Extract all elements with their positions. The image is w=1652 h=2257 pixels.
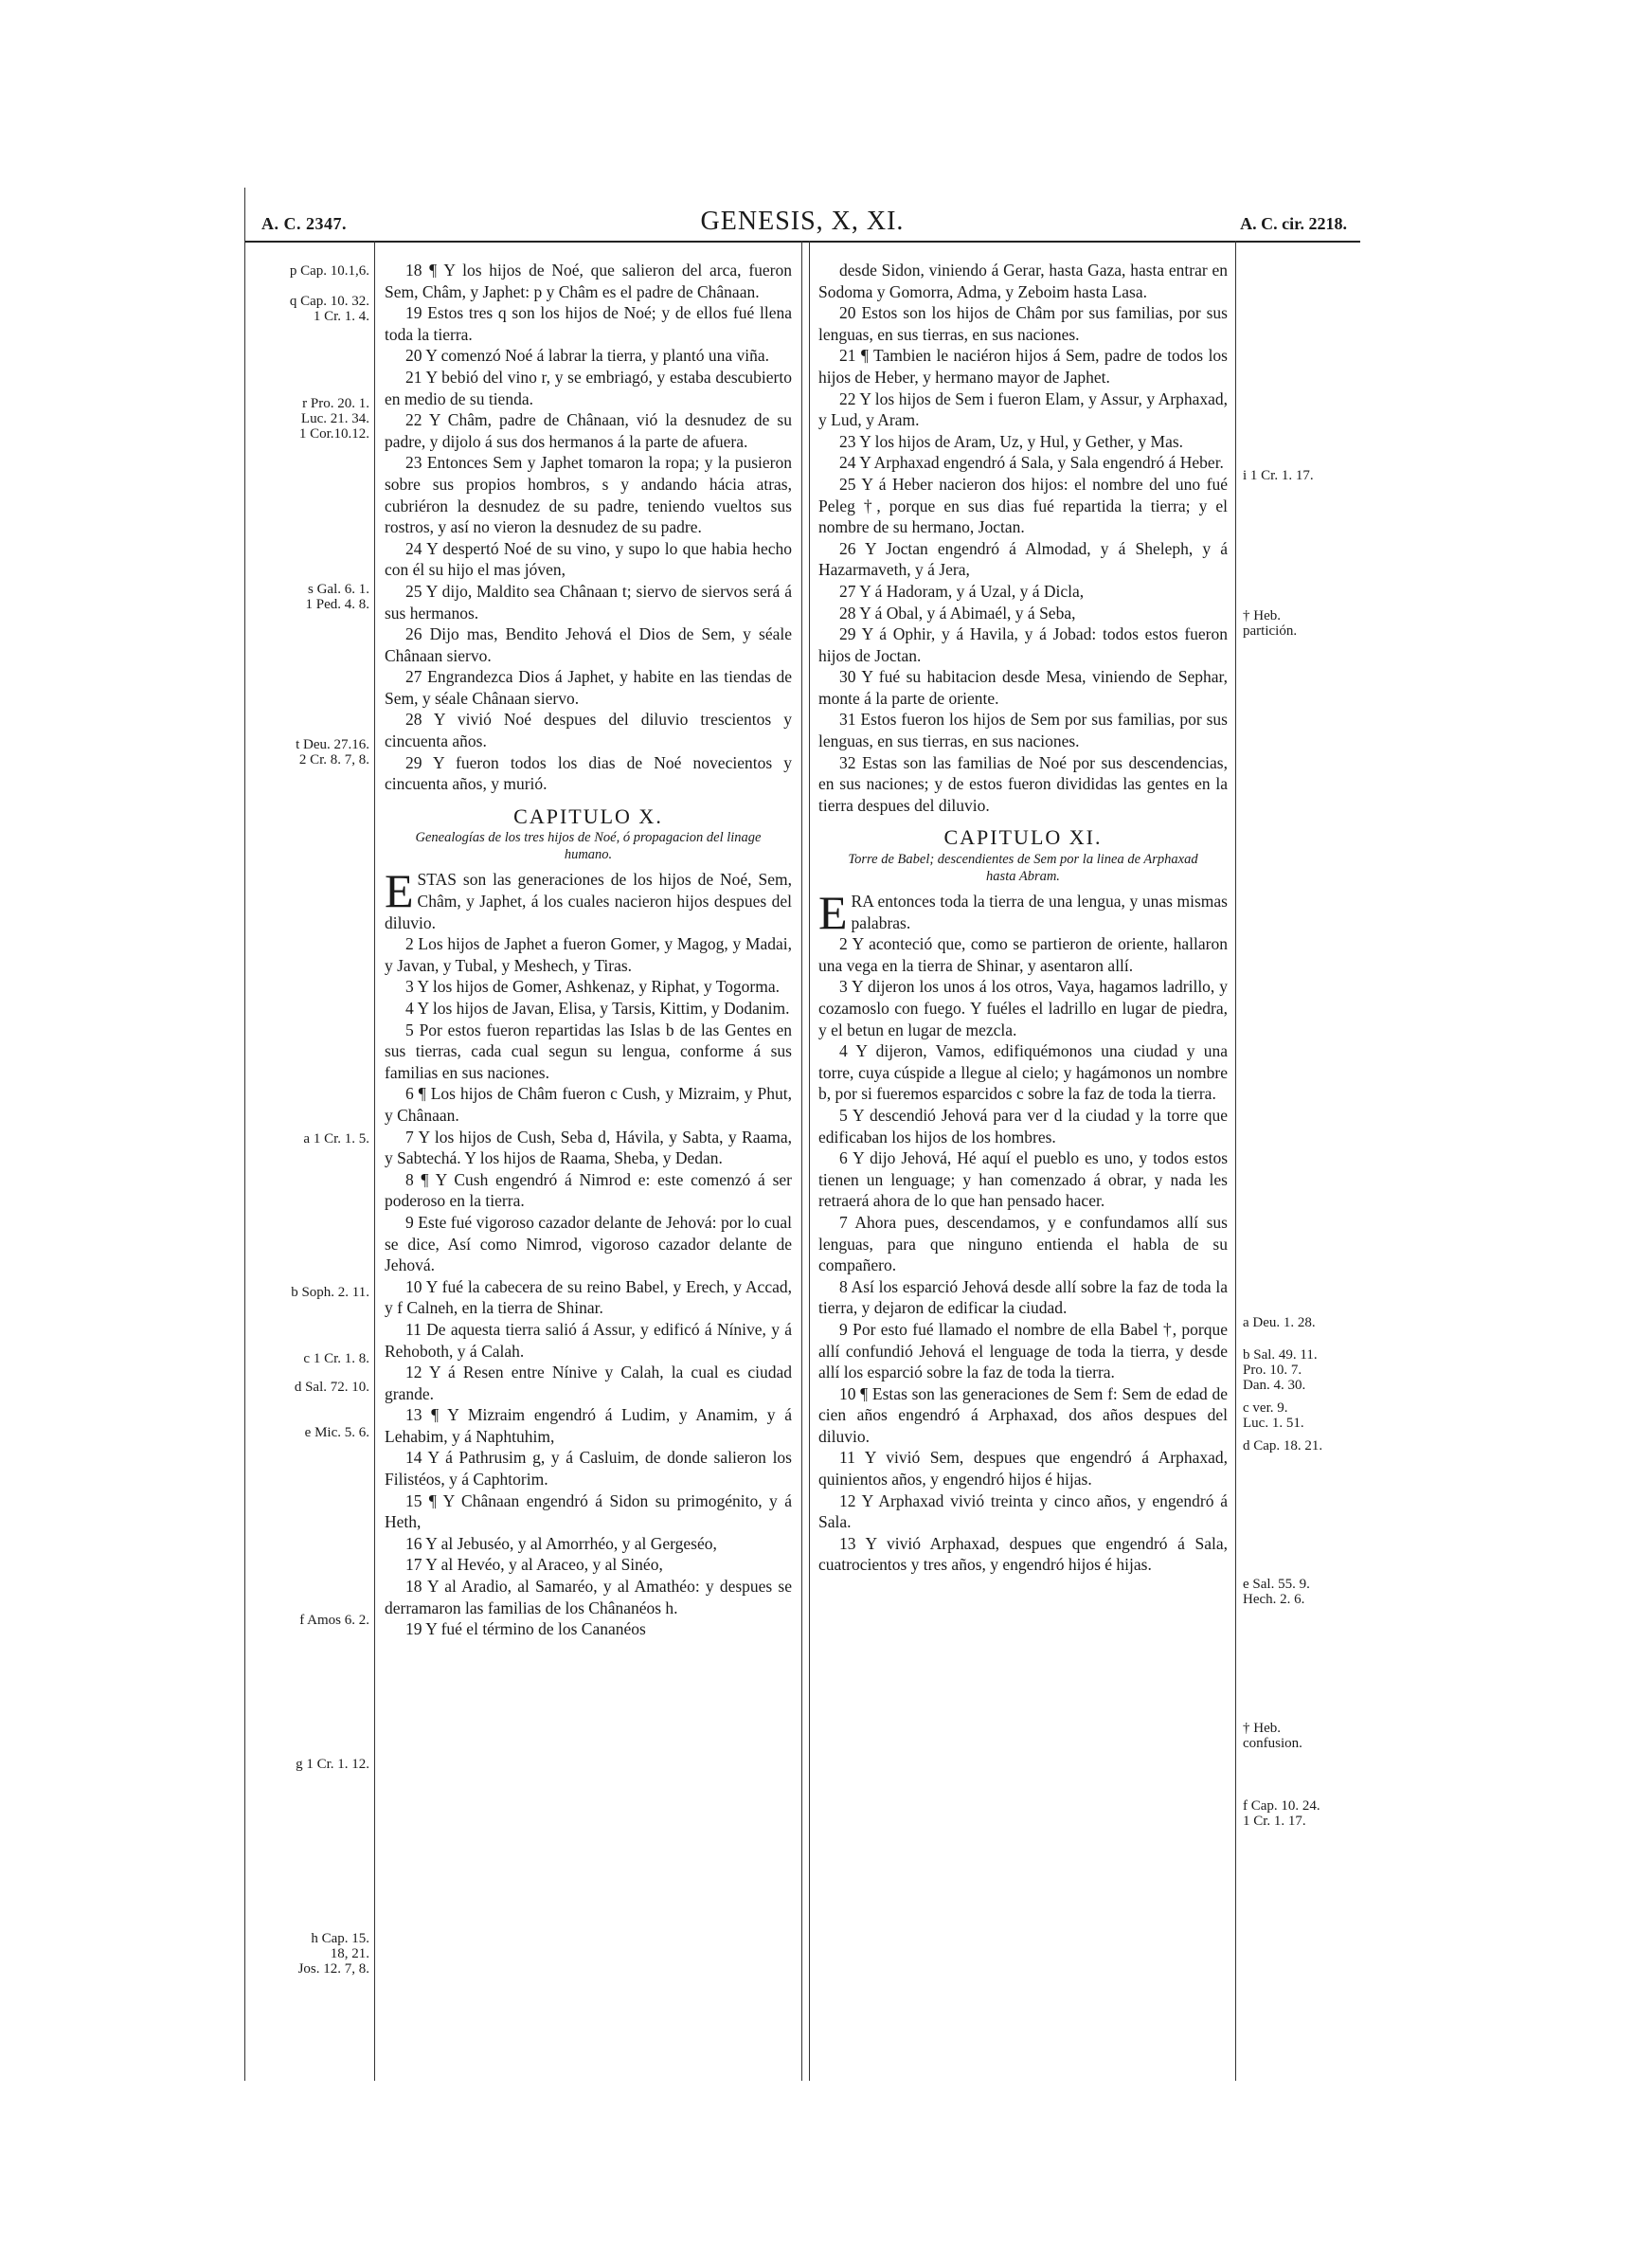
verse-paragraph: 18 Y al Aradio, al Samaréo, y al Amathéo: y despues se derramaron las familias de los Chânanéos h. [385,1577,792,1617]
margin-reference: b Sal. 49. 11. Pro. 10. 7. Dan. 4. 30. [1243,1347,1318,1393]
verse-text: RA entonces toda la tierra de una lengua, y unas mismas palabras. [851,892,1228,932]
drop-cap: E [385,864,414,918]
margin-reference: s Gal. 6. 1. 1 Ped. 4. 8. [305,582,369,612]
verse-paragraph: 7 Ahora pues, descendamos, y e confundamos allí sus lenguas, para que ninguno entienda el habla de su compañero. [818,1212,1228,1275]
column-rule [801,241,802,2081]
chapter-x-continued-verses [818,260,1228,816]
verse-paragraph: 29 Y á Ophir, y á Havila, y á Jobad: todos estos fueron hijos de Joctan. [818,624,1228,665]
verse-paragraph: 12 Y á Resen entre Nínive y Calah, la cual es ciudad grande. [385,1363,792,1403]
verse-paragraph: 32 Estas son las familias de Noé por sus descendencias, en sus naciones; y de estos fueron divididas las gentes en la tierra despues del diluvio. [818,752,1228,815]
verse-paragraph: 4 Y los hijos de Javan, Elisa, y Tarsis, Kittim, y Dodanim. [405,999,790,1018]
verse-paragraph: 24 Y Arphaxad engendró á Sala, y Sala engendró á Heber. [839,453,1224,473]
margin-reference: r Pro. 20. 1. Luc. 21. 34. 1 Cor.10.12. [298,396,369,442]
page-border-left [244,188,245,2081]
chapter-xi-summary: Torre de Babel; descendientes de Sem por la linea de Arphaxad hasta Abram. [848,852,1198,885]
chapter-9-verses [385,260,792,795]
verse-paragraph: 16 Y al Jebuséo, y al Amorrhéo, y al Gergeséo, [405,1533,717,1553]
chapter-x-summary: Genealogías de los tres hijos de Noé, ó propagacion del linage humano. [415,830,762,863]
margin-reference: t Deu. 27.16. 2 Cr. 8. 7, 8. [296,737,369,767]
header-left-date: A. C. 2347. [261,214,347,233]
verse-paragraph: 27 Engrandezca Dios á Japhet, y habite en las tiendas de Sem, y séale Chânaan siervo. [385,667,792,708]
verse-paragraph: 9 Este fué vigoroso cazador delante de Jehová: por lo cual se dice, Así como Nimrod, vigoroso cazador delante de Jehová. [385,1212,792,1275]
verse-paragraph: 30 Y fué su habitacion desde Mesa, viniendo de Sephar, monte á la parte de oriente. [818,667,1228,708]
verse-paragraph: 13 ¶ Y Mizraim engendró á Ludim, y Anamim, y á Lehabim, y á Naphtuhim, [385,1405,792,1446]
margin-reference: b Soph. 2. 11. [291,1285,369,1300]
verse-paragraph: 20 Estos son los hijos de Châm por sus familias, por sus lenguas, en sus tierras, en sus naciones. [818,303,1228,344]
page-header [244,188,1360,243]
margin-reference: c ver. 9. Luc. 1. 51. [1243,1400,1304,1431]
verse-paragraph: 8 ¶ Y Cush engendró á Nimrod e: este comenzó á ser poderoso en la tierra. [385,1169,792,1211]
verse-paragraph: 26 Y Joctan engendró á Almodad, y á Sheleph, y á Hazarmaveth, y á Jera, [818,538,1228,580]
verse-paragraph: 22 Y Châm, padre de Chânaan, vió la desnudez de su padre, y dijolo á sus dos hermanos á la parte de afuera. [385,410,792,451]
margin-reference: h Cap. 15. 18, 21. Jos. 12. 7, 8. [297,1931,369,1977]
verse-paragraph: 5 Y descendió Jehová para ver d la ciudad y la torre que edificaban los hijos de los hombres. [818,1105,1228,1147]
margin-reference: d Sal. 72. 10. [294,1380,369,1395]
margin-reference: f Cap. 10. 24. 1 Cr. 1. 17. [1243,1798,1320,1829]
margin-reference: † Heb. partición. [1243,608,1298,639]
right-text-column [818,260,1228,1576]
verse-paragraph: 11 De aquesta tierra salió á Assur, y edificó á Nínive, y á Rehoboth, y á Calah. [385,1319,792,1361]
chapter-x-verse-1 [385,864,792,933]
verse-paragraph: 28 Y á Obal, y á Abimaél, y á Seba, [839,603,1076,623]
verse-paragraph: 23 Y los hijos de Aram, Uz, y Hul, y Gether, y Mas. [839,431,1184,451]
verse-paragraph: 3 Y los hijos de Gomer, Ashkenaz, y Riphat, y Togorma. [405,977,781,997]
verse-paragraph: 21 Y bebió del vino r, y se embriagó, y estaba descubierto en medio de su tienda. [385,367,792,408]
verse-paragraph: 14 Y á Pathrusim g, y á Casluim, de donde salieron los Filistéos, y á Caphtorim. [385,1448,792,1490]
margin-reference: † Heb. confusion. [1243,1721,1302,1751]
header-right-date: A. C. cir. 2218. [1240,214,1347,233]
verse-text: STAS son las generaciones de los hijos de Noé, Sem, Châm, y Japhet, á los cuales nacieron hijos despues del diluvio. [385,870,792,932]
chapter-xi-verse-1 [818,886,1228,940]
verse-paragraph: 8 Así los esparció Jehová desde allí sobre la faz de toda la tierra, y dejaron de edificar la ciudad. [818,1276,1228,1318]
margin-reference: q Cap. 10. 32. 1 Cr. 1. 4. [289,294,369,324]
margin-reference: a 1 Cr. 1. 5. [303,1131,369,1147]
verse-paragraph: 9 Por esto fué llamado el nombre de ella Babel †, porque allí confundió Jehová el lenguage de toda la tierra, y desde allí los esparció sobre la faz de toda la tierra. [818,1319,1228,1382]
chapter-xi-title: CAPITULO XI. [943,825,1103,850]
column-rule [809,241,810,2081]
verse-paragraph: 31 Estos fueron los hijos de Sem por sus familias, por sus lenguas, en sus tierras, en sus naciones. [818,710,1228,751]
bible-page [244,188,1360,2081]
column-rule [1235,241,1236,2081]
verse-paragraph: 25 Y á Heber nacieron dos hijos: el nombre del uno fué Peleg †, porque en sus dias fué repartida la tierra; y el nombre de su hermano, Joctan. [818,474,1228,537]
chapter-x-title: CAPITULO X. [513,803,663,828]
verse-paragraph: 10 ¶ Estas son las generaciones de Sem f: Sem de edad de cien años engendró á Arphaxad, dos años despues del diluvio. [818,1383,1228,1446]
margin-reference: p Cap. 10.1,6. [289,263,369,279]
margin-reference: i 1 Cr. 1. 17. [1243,468,1314,483]
verse-paragraph: 20 Y comenzó Noé á labrar la tierra, y plantó una viña. [405,346,770,366]
header-book-title: GENESIS, X, XI. [700,207,905,236]
verse-paragraph: 15 ¶ Y Chânaan engendró á Sidon su primogénito, y á Heth, [385,1490,792,1532]
verse-paragraph: 4 Y dijeron, Vamos, edifiquémonos una ciudad y una torre, cuya cúspide a llegue al cielo; y hagámonos un nombre b, por si fueremos esparcidos c sobre la faz de toda la tierra. [818,1041,1228,1104]
verse-paragraph: 21 ¶ Tambien le naciéron hijos á Sem, padre de todos los hijos de Heber, y hermano mayor de Japhet. [818,346,1228,387]
margin-reference: f Amos 6. 2. [299,1613,369,1628]
margin-reference: e Sal. 55. 9. Hech. 2. 6. [1243,1577,1310,1607]
drop-cap: E [818,886,848,940]
verse-paragraph: 27 Y á Hadoram, y á Uzal, y á Dicla, [839,581,1085,601]
verse-paragraph: 10 Y fué la cabecera de su reino Babel, y Erech, y Accad, y f Calneh, en la tierra de Shinar. [385,1276,792,1318]
verse-paragraph: desde Sidon, viniendo á Gerar, hasta Gaza, hasta entrar en Sodoma y Gomorra, Adma, y Zeboim hasta Lasa. [818,261,1228,301]
column-rule [374,241,375,2081]
margin-reference: e Mic. 5. 6. [304,1425,369,1440]
verse-paragraph: 2 Y aconteció que, como se partieron de oriente, hallaron una vega en la tierra de Shinar, y asentaron allí. [818,934,1228,975]
verse-paragraph: 23 Entonces Sem y Japhet tomaron la ropa; y la pusieron sobre sus propios hombros, s y andando hácia atras, cubriéron la desnudez de su padre, teniendo vueltos sus rostros, y así no vieron la desnudez de su padre. [385,453,792,537]
left-text-column [385,260,792,1640]
verse-paragraph: 24 Y despertó Noé de su vino, y supo lo que habia hecho con él su hijo el mas jóven, [385,538,792,580]
verse-paragraph: 7 Y los hijos de Cush, Seba d, Hávila, y Sabta, y Raama, y Sabtechá. Y los hijos de Raama, Sheba, y Dedan. [385,1127,792,1168]
verse-paragraph: 13 Y vivió Arphaxad, despues que engendró á Sala, cuatrocientos y tres años, y engendró hijos é hijas. [818,1533,1228,1575]
margin-reference: c 1 Cr. 1. 8. [303,1351,369,1366]
verse-paragraph: 3 Y dijeron los unos á los otros, Vaya, hagamos ladrillo, y cozamoslo con fuego. Y fuéles el ladrillo en lugar de piedra, y el betun en lugar de mezcla. [818,977,1228,1039]
margin-reference: d Cap. 18. 21. [1243,1438,1323,1454]
chapter-xi-verses [818,933,1228,1576]
margin-reference: g 1 Cr. 1. 12. [296,1757,369,1772]
verse-paragraph: 28 Y vivió Noé despues del diluvio trescientos y cincuenta años. [385,710,792,751]
verse-paragraph: 17 Y al Hevéo, y al Araceo, y al Sinéo, [405,1555,663,1575]
verse-paragraph: 11 Y vivió Sem, despues que engendró á Arphaxad, quinientos años, y engendró hijos é hijas. [818,1448,1228,1490]
verse-paragraph: 5 Por estos fueron repartidas las Islas b de las Gentes en sus tierras, cada cual segun su lengua, conforme á sus familias en sus naciones. [385,1020,792,1082]
margin-reference: a Deu. 1. 28. [1243,1315,1316,1330]
verse-paragraph: 19 Estos tres q son los hijos de Noé; y de ellos fué llena toda la tierra. [385,303,792,344]
verse-paragraph: 6 ¶ Los hijos de Châm fueron c Cush, y Mizraim, y Phut, y Chânaan. [385,1084,792,1125]
verse-paragraph: 26 Dijo mas, Bendito Jehová el Dios de Sem, y séale Chânaan siervo. [385,624,792,665]
verse-paragraph: 22 Y los hijos de Sem i fueron Elam, y Assur, y Arphaxad, y Lud, y Aram. [818,388,1228,430]
verse-paragraph: 6 Y dijo Jehová, Hé aquí el pueblo es uno, y todos estos tienen un lenguage; y han comenzado á obrar, y nada les retraerá ahora de lo que han pensado hacer. [818,1148,1228,1211]
verse-paragraph: 25 Y dijo, Maldito sea Chânaan t; siervo de siervos será á sus hermanos. [385,581,792,623]
verse-paragraph: 29 Y fueron todos los dias de Noé novecientos y cincuenta años, y murió. [385,752,792,794]
verse-paragraph: 18 ¶ Y los hijos de Noé, que salieron del arca, fueron Sem, Châm, y Japhet: p y Châm es el padre de Chânaan. [385,261,792,301]
verse-paragraph: 2 Los hijos de Japhet a fueron Gomer, y Magog, y Madai, y Javan, y Tubal, y Meshech, y Tiras. [385,934,792,975]
verse-paragraph: 19 Y fué el término de los Cananéos [405,1619,646,1639]
verse-paragraph: 12 Y Arphaxad vivió treinta y cinco años, y engendró á Sala. [818,1490,1228,1532]
chapter-x-verses [385,933,792,1640]
